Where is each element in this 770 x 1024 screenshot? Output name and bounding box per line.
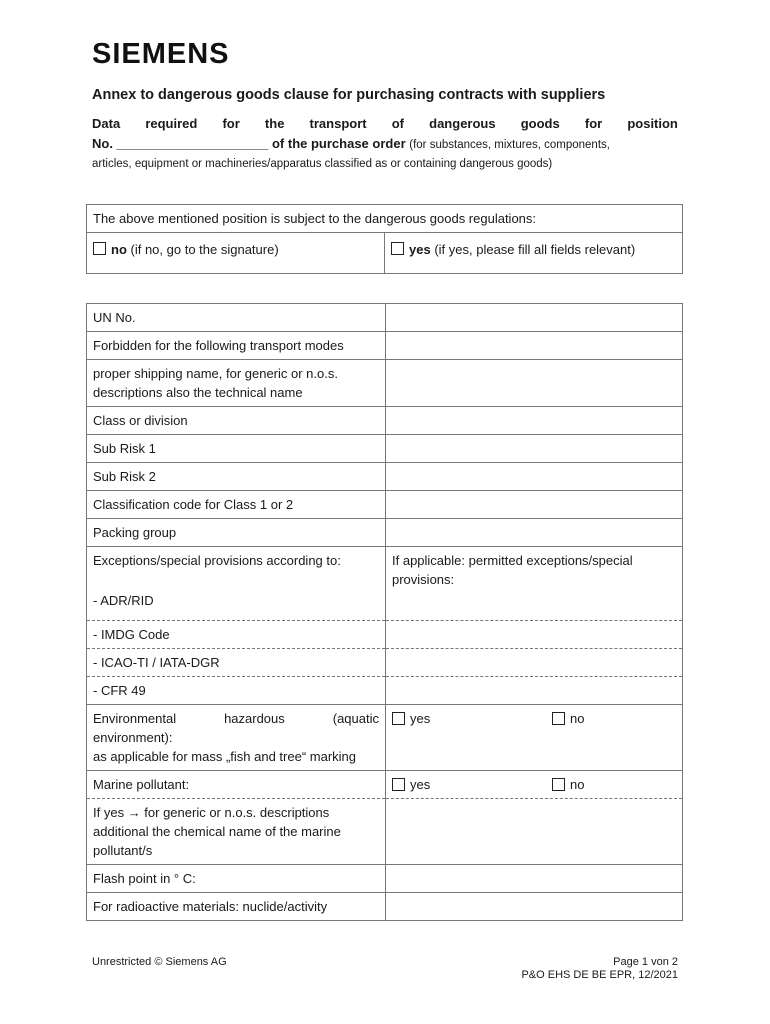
marine-no-option[interactable]: no — [552, 775, 584, 794]
document-reference: P&O EHS DE BE EPR, 12/2021 — [521, 969, 678, 981]
option-yes[interactable]: yes (if yes, please fill all fields relevant) — [385, 233, 683, 274]
input-packing-group[interactable] — [386, 519, 683, 547]
label-imdg: - IMDG Code — [87, 621, 386, 649]
input-icao[interactable] — [386, 649, 683, 677]
checkbox-no[interactable] — [93, 242, 106, 255]
input-sub-risk-2[interactable] — [386, 463, 683, 491]
option-no[interactable]: no (if no, go to the signature) — [87, 233, 385, 274]
input-radioactive[interactable] — [386, 893, 683, 921]
label-shipping-name: proper shipping name, for generic or n.o.s. descriptions also the technical name — [87, 360, 386, 407]
label-marine-detail: If yes → for generic or n.o.s. descriptions additional the chemical name of the marine pollutant/s — [87, 799, 386, 865]
intro-line-2: No. _____________________ of the purchase order (for substances, mixtures, components, — [92, 136, 610, 151]
siemens-logo: SIEMENS — [92, 38, 230, 70]
label-environmental: Environmental hazardous (aquatic environment): as applicable for mass „fish and tree“ marking — [87, 705, 386, 771]
regulation-table — [86, 204, 683, 274]
input-un-no[interactable] — [386, 304, 683, 332]
label-cfr: - CFR 49 — [87, 677, 386, 705]
input-shipping-name[interactable] — [386, 360, 683, 407]
label-adr-rid: - ADR/RID — [93, 593, 154, 608]
input-cfr[interactable] — [386, 677, 683, 705]
marine-yes-option[interactable]: yes — [392, 775, 552, 794]
input-imdg[interactable] — [386, 621, 683, 649]
page-number: Page 1 von 2 — [613, 956, 678, 968]
env-yes-checkbox[interactable] — [392, 712, 405, 725]
footer-classification: Unrestricted © Siemens AG — [92, 956, 227, 968]
checkbox-yes[interactable] — [391, 242, 404, 255]
input-flash-point[interactable] — [386, 865, 683, 893]
input-class[interactable] — [386, 407, 683, 435]
label-sub-risk-2: Sub Risk 2 — [87, 463, 386, 491]
label-classification-code: Classification code for Class 1 or 2 — [87, 491, 386, 519]
intro-line-3: articles, equipment or machineries/apparatus classified as or containing dangerous goods) — [92, 158, 553, 170]
env-no-option[interactable]: no — [552, 709, 584, 728]
footer-page-info — [521, 956, 678, 982]
input-exceptions[interactable]: If applicable: permitted exceptions/special provisions: — [386, 547, 683, 621]
marine-no-checkbox[interactable] — [552, 778, 565, 791]
page-title: Annex to dangerous goods clause for purchasing contracts with suppliers — [92, 87, 606, 103]
label-class: Class or division — [87, 407, 386, 435]
label-packing-group: Packing group — [87, 519, 386, 547]
position-number-blank[interactable]: No. _____________________ of the purchase order — [92, 136, 406, 151]
regulation-question: The above mentioned position is subject to the dangerous goods regulations: — [87, 205, 683, 233]
label-icao: - ICAO-TI / IATA-DGR — [87, 649, 386, 677]
label-exceptions: Exceptions/special provisions according to: - ADR/RID — [87, 547, 386, 621]
env-yes-option[interactable]: yes — [392, 709, 552, 728]
label-flash-point: Flash point in ° C: — [87, 865, 386, 893]
input-forbidden[interactable] — [386, 332, 683, 360]
intro-line-1: Data required for the transport of dangerous goods for position — [92, 116, 678, 131]
label-un-no: UN No. — [87, 304, 386, 332]
label-radioactive: For radioactive materials: nuclide/activity — [87, 893, 386, 921]
input-classification-code[interactable] — [386, 491, 683, 519]
input-marine-detail[interactable] — [386, 799, 683, 865]
label-sub-risk-1: Sub Risk 1 — [87, 435, 386, 463]
env-no-checkbox[interactable] — [552, 712, 565, 725]
label-forbidden: Forbidden for the following transport modes — [87, 332, 386, 360]
input-sub-risk-1[interactable] — [386, 435, 683, 463]
label-marine-pollutant: Marine pollutant: — [87, 771, 386, 799]
env-options — [386, 705, 683, 771]
dangerous-goods-table — [86, 303, 683, 921]
intro-text — [92, 114, 678, 174]
marine-options — [386, 771, 683, 799]
marine-yes-checkbox[interactable] — [392, 778, 405, 791]
